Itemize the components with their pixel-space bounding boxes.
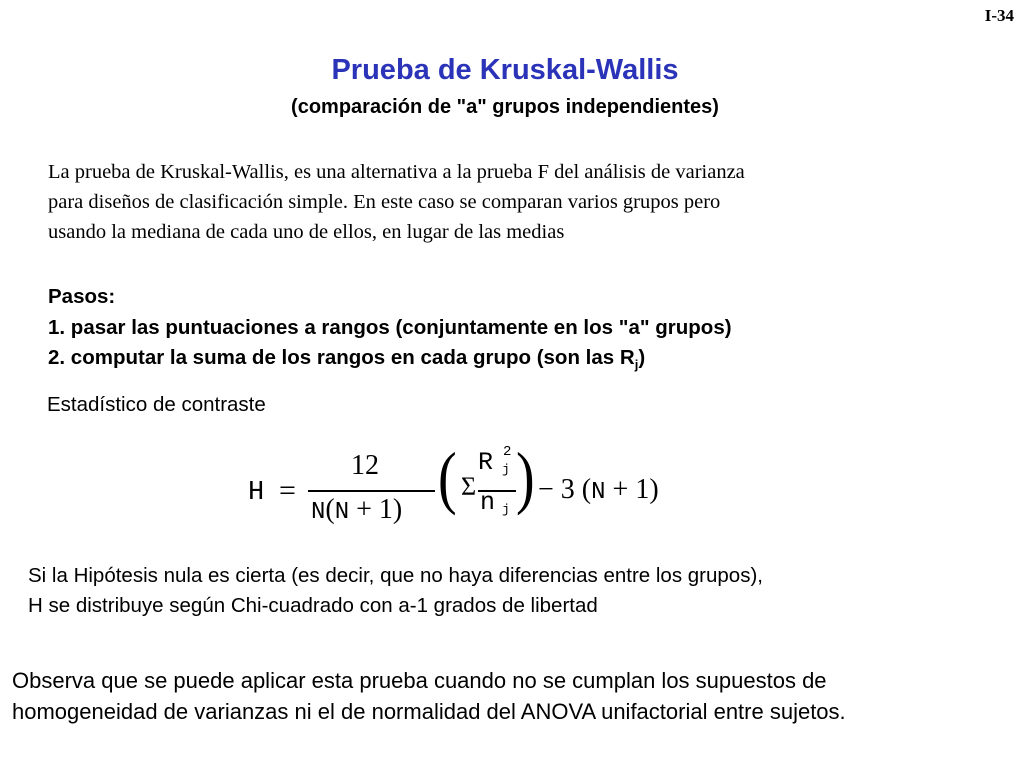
- step-2: [48, 343, 968, 381]
- sum-symbol: Σ: [461, 472, 477, 501]
- den-plus-one: + 1): [349, 494, 403, 525]
- hypothesis-line: Si la Hipótesis nula es cierta (es decir, que no haya diferencias entre los grupos),: [28, 564, 763, 587]
- tail-plus-one: + 1): [605, 474, 659, 505]
- statistic-label: Estadístico de contraste: [47, 393, 266, 416]
- intro-paragraph: [48, 157, 948, 247]
- hypothesis-line: H se distribuye según Chi-cuadrado con a-1 grados de libertad: [28, 594, 598, 617]
- formula-left-paren: (: [438, 439, 457, 517]
- fraction-bar: [308, 490, 435, 492]
- steps-list: [48, 282, 968, 381]
- minus-three: − 3 (: [538, 474, 592, 505]
- intro-line: usando la mediana de cada uno de ellos, en lugar de las medias: [48, 221, 565, 243]
- kruskal-wallis-formula: [248, 438, 708, 538]
- den-open-paren: (: [325, 494, 335, 525]
- slide-subtitle: (comparación de "a" grupos independientes): [291, 96, 719, 118]
- intro-line: para diseños de clasificación simple. En este caso se comparan varios grupos pero: [48, 191, 721, 213]
- formula-R-exponent: 2: [503, 444, 512, 460]
- note-line: homogeneidad de varianzas ni el de normalidad del ANOVA unifactorial entre sujetos.: [12, 699, 846, 724]
- formula-R: R: [478, 448, 494, 477]
- note-line: Observa que se puede aplicar esta prueba cuando no se cumplan los supuestos de: [12, 668, 827, 693]
- formula-equals: =: [279, 474, 296, 507]
- intro-line: La prueba de Kruskal-Wallis, es una alternativa a la prueba F del análisis de varianza: [48, 161, 745, 183]
- den-N-inner: N: [334, 499, 350, 526]
- den-N: N: [311, 499, 326, 526]
- note-paragraph: [12, 665, 1012, 727]
- formula-numerator: 12: [351, 450, 379, 481]
- step-2-close: ): [638, 346, 646, 369]
- formula-right-paren: ): [516, 439, 535, 517]
- step-1: 1. pasar las puntuaciones a rangos (conjuntamente en los "a" grupos): [48, 315, 732, 339]
- slide-title: Prueba de Kruskal-Wallis: [331, 54, 679, 86]
- formula-R-subscript: j: [502, 462, 510, 477]
- formula-denominator: [311, 494, 402, 526]
- formula-n-subscript: j: [502, 502, 510, 517]
- page-number: I-34: [984, 6, 1014, 25]
- formula-lhs: H: [248, 478, 265, 508]
- formula-n: n: [480, 488, 496, 517]
- steps-heading: Pasos:: [48, 285, 116, 308]
- tail-N: N: [591, 479, 606, 506]
- hypothesis-paragraph: [28, 561, 988, 621]
- step-2-text: 2. computar la suma de los rangos en cada grupo (son las R: [48, 346, 635, 369]
- formula-tail: [538, 474, 659, 506]
- step-2-subscript: j: [634, 357, 639, 373]
